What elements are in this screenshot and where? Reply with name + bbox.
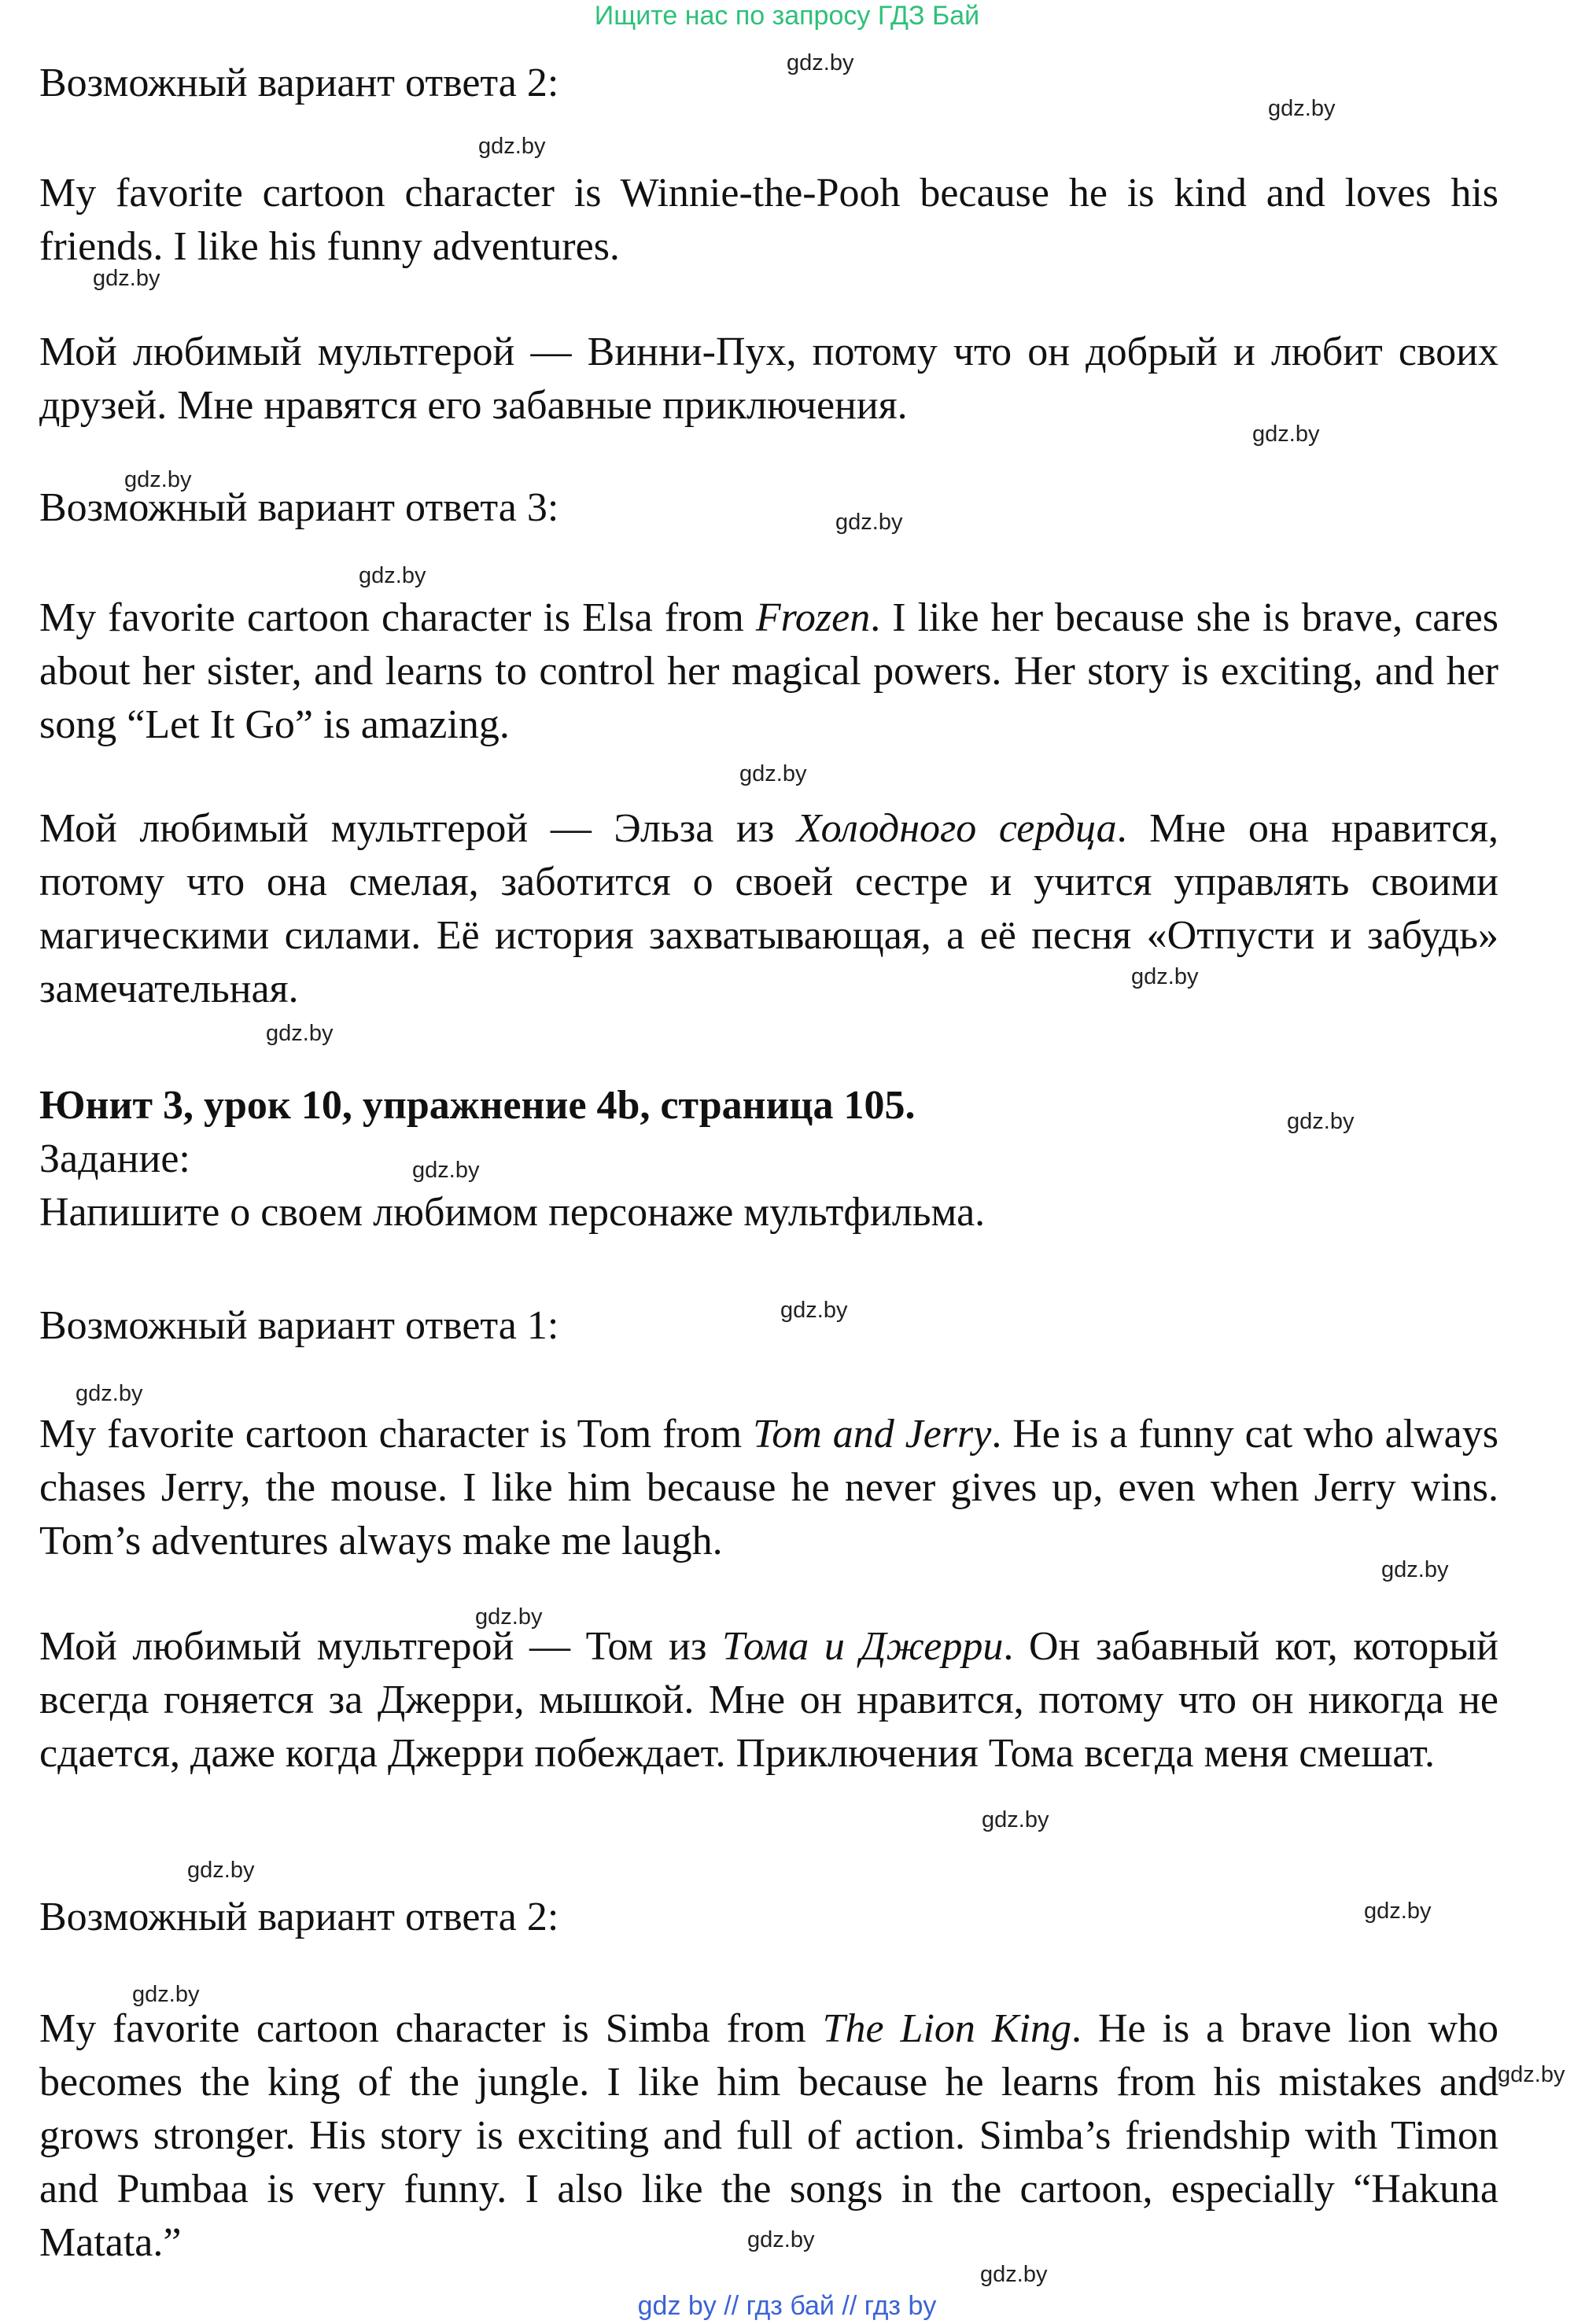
watermark-text: gdz.by <box>478 134 546 159</box>
answer-variant-label: Возможный вариант ответа 3: <box>39 485 559 530</box>
watermark-text: gdz.by <box>76 1381 143 1406</box>
watermark-text: gdz.by <box>1287 1109 1355 1134</box>
answer-english-text: My favorite cartoon character is Elsa from Frozen. I like her because she is brave, cares about her sister, and learns to control her magical powers. Her story is exciting, and her song “Let It Go” is amazing. <box>39 595 1498 747</box>
cartoon-title: The Lion King <box>822 2006 1071 2051</box>
watermark-text: gdz.by <box>359 563 426 588</box>
watermark-text: gdz.by <box>132 1982 200 2007</box>
answer-english-text: My favorite cartoon character is Tom from Tom and Jerry. He is a funny cat who always chases Jerry, the mouse. I like him because he never gives up, even when Jerry wins. Tom’s adventures always make me laugh. <box>39 1412 1498 1563</box>
watermark-text: gdz.by <box>266 1021 334 1046</box>
exercise-heading: Юнит 3, урок 10, упражнение 4b, страница 105. <box>39 1083 916 1128</box>
answer-english-text: My favorite cartoon character is Winnie-the-Pooh because he is kind and loves his friends. I like his funny adventures. <box>39 171 1498 269</box>
watermark-text: gdz.by <box>93 266 160 291</box>
watermark-text: gdz.by <box>780 1298 848 1323</box>
answer-russian-text: Мой любимый мультгерой — Винни-Пух, потому что он добрый и любит своих друзей. Мне нравятся его забавные приключения. <box>39 330 1498 428</box>
watermark-text: gdz.by <box>1131 964 1199 989</box>
watermark-text: gdz.by <box>475 1604 543 1630</box>
watermark-text: gdz.by <box>1381 1557 1449 1582</box>
task-label: Задание: <box>39 1136 190 1181</box>
watermark-text: gdz.by <box>787 50 854 76</box>
cartoon-title: Tom and Jerry <box>753 1412 992 1457</box>
cartoon-title: Холодного сердца <box>796 806 1117 851</box>
watermark-text: gdz.by <box>739 761 807 786</box>
watermark-text: gdz.by <box>1252 422 1320 447</box>
watermark-text: gdz.by <box>980 2262 1048 2287</box>
watermark-text: gdz.by <box>412 1158 480 1183</box>
cartoon-title: Тома и Джерри <box>721 1624 1004 1669</box>
watermark-text: gdz.by <box>1268 96 1336 121</box>
watermark-text: gdz.by <box>187 1858 255 1883</box>
watermark-text: gdz.by <box>747 2227 815 2252</box>
answer-variant-label: Возможный вариант ответа 2: <box>39 1895 559 1939</box>
cartoon-title: Frozen <box>755 595 871 640</box>
answer-english-text: My favorite cartoon character is Simba from The Lion King. He is a brave lion who becomes the king of the jungle. I like him because he learns from his mistakes and grows stronger. His story is exciting and full of action. Simba’s friendship with Timon and Pumbaa is very funny. I also like the songs in the cartoon, especially “Hakuna Matata.” <box>39 2006 1498 2265</box>
answer-variant-label: Возможный вариант ответа 2: <box>39 61 559 105</box>
task-text: Напишите о своем любимом персонаже мультфильма. <box>39 1190 986 1235</box>
answer-variant-label: Возможный вариант ответа 1: <box>39 1303 559 1348</box>
watermark-text: gdz.by <box>1498 2062 1565 2087</box>
answer-russian-text: Мой любимый мультгерой — Эльза из Холодного сердца. Мне она нравится, потому что она смелая, заботится о своей сестре и учится управлять своими магическими силами. Её история захватывающая, а её песня «Отпусти и забудь» замечательная. <box>39 806 1499 1011</box>
watermark-text: gdz.by <box>835 510 903 535</box>
watermark-text: gdz.by <box>1364 1899 1432 1924</box>
top-search-banner[interactable]: Ищите нас по запросу ГДЗ Бай <box>594 1 980 31</box>
watermark-text: gdz.by <box>124 467 192 492</box>
bottom-site-banner[interactable]: gdz by // гдз бай // гдз by <box>637 2291 937 2321</box>
watermark-text: gdz.by <box>982 1807 1049 1832</box>
answer-russian-text: Мой любимый мультгерой — Том из Тома и Джерри. Он забавный кот, который всегда гоняется за Джерри, мышкой. Мне он нравится, потому что он никогда не сдается, даже когда Джерри побеждает. Приключения Тома всегда меня смешат. <box>39 1624 1498 1776</box>
